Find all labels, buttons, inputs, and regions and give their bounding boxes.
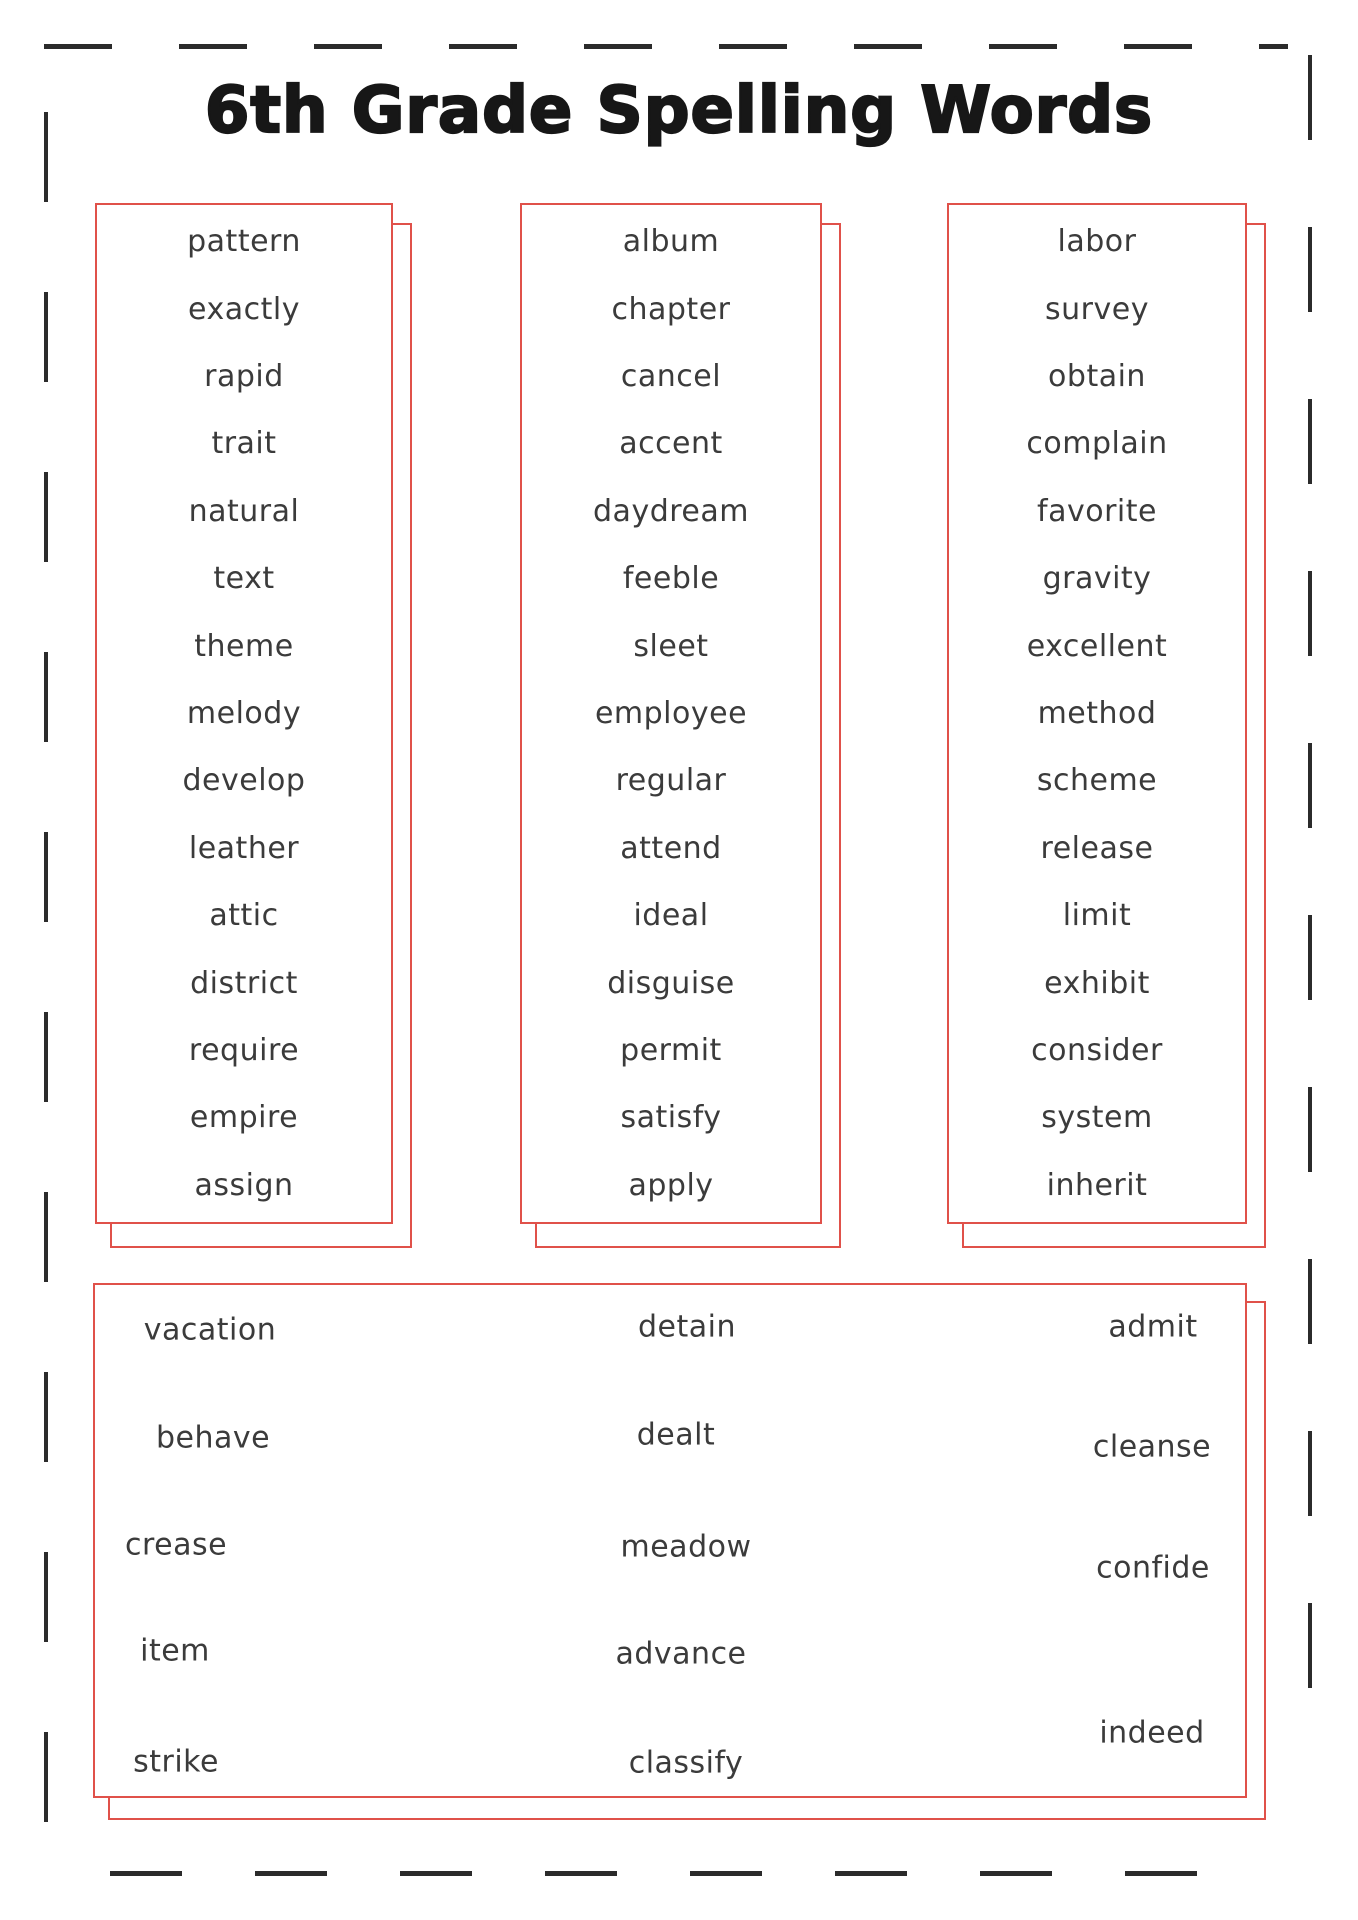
spelling-word: disguise [607,965,735,1001]
spelling-word: album [622,224,720,260]
spelling-word: detain [638,1309,736,1345]
spelling-word: exhibit [1044,965,1150,1001]
spelling-word: trait [211,426,277,462]
spelling-word: satisfy [620,1100,722,1136]
spelling-word: dealt [636,1417,716,1453]
spelling-word: leather [188,830,300,866]
spelling-word: classify [628,1745,744,1781]
spelling-word: limit [1062,898,1132,934]
spelling-word: pattern [187,224,301,260]
spelling-word: crease [124,1527,228,1563]
spelling-word: system [1041,1100,1153,1136]
spelling-word: theme [194,628,294,664]
spelling-word: behave [155,1420,271,1456]
spelling-word: cleanse [1092,1429,1212,1465]
spelling-word: empire [189,1100,299,1136]
spelling-word: district [190,965,298,1001]
spelling-word: confide [1096,1550,1210,1586]
spelling-word: vacation [143,1312,277,1348]
spelling-word: admit [1108,1309,1198,1345]
spelling-word: assign [194,1167,294,1203]
spelling-word: ideal [633,898,709,934]
spelling-word: apply [628,1167,714,1203]
spelling-word: sleet [633,628,709,664]
spelling-word: exactly [188,291,300,327]
spelling-word: obtain [1048,359,1146,395]
spelling-word: inherit [1046,1167,1148,1203]
spelling-word: consider [1031,1033,1163,1069]
spelling-word: daydream [593,493,749,529]
spelling-word: excellent [1026,628,1168,664]
spelling-word: complain [1026,426,1168,462]
spelling-word: feeble [622,561,720,597]
spelling-word: strike [133,1744,219,1780]
spelling-word: regular [615,763,727,799]
spelling-word: employee [594,696,748,732]
spelling-word: method [1037,696,1157,732]
spelling-word: cancel [620,359,722,395]
spelling-word: require [188,1033,300,1069]
spelling-word: rapid [204,359,284,395]
spelling-word: develop [182,763,306,799]
spelling-word: text [213,561,275,597]
spelling-word: gravity [1042,561,1152,597]
spelling-word: permit [620,1033,722,1069]
spelling-word: survey [1045,291,1149,327]
spelling-word: favorite [1037,493,1157,529]
spelling-word: item [140,1633,210,1669]
spelling-word: labor [1057,224,1137,260]
spelling-word: meadow [620,1529,752,1565]
spelling-word: scheme [1036,763,1158,799]
spelling-word: melody [186,696,302,732]
spelling-word: accent [619,426,723,462]
spelling-word: attic [209,898,279,934]
spelling-word: natural [188,493,300,529]
spelling-word: chapter [611,291,731,327]
spelling-word: attend [620,830,722,866]
spelling-word: release [1040,830,1154,866]
spelling-word: indeed [1099,1715,1205,1751]
spelling-word: advance [615,1636,747,1672]
page-title: 6th Grade Spelling Words [204,74,1154,148]
